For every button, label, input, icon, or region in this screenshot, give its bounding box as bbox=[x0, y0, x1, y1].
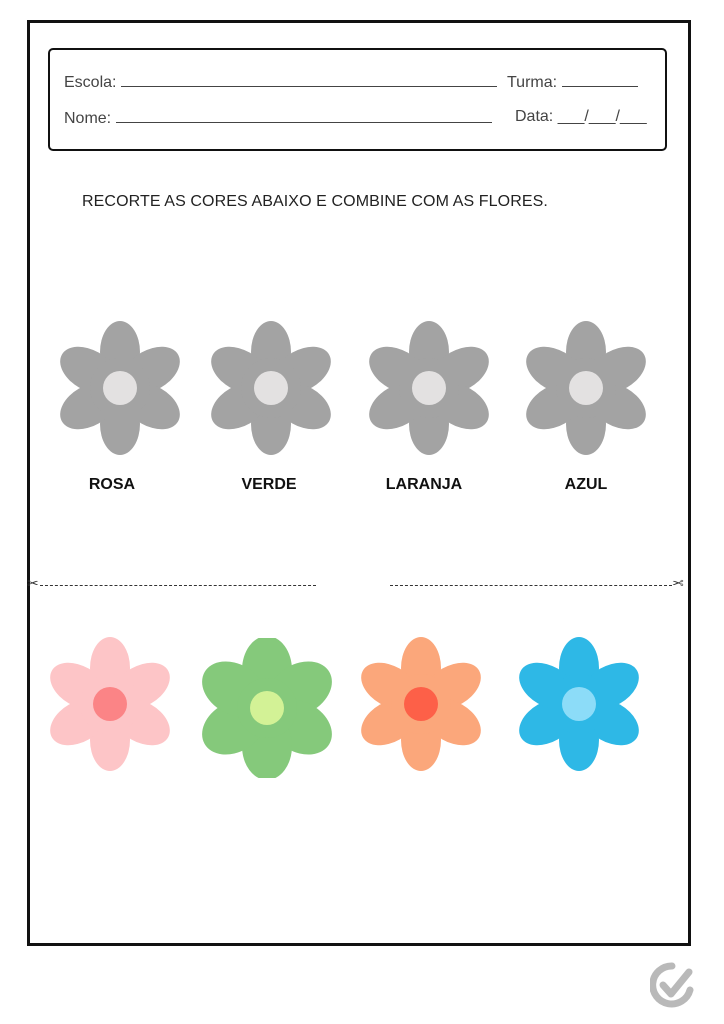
scissors-icon: ✂ bbox=[672, 575, 684, 591]
name-line[interactable] bbox=[116, 108, 492, 123]
flower-center bbox=[93, 687, 127, 721]
flower-center bbox=[562, 687, 596, 721]
label-rosa: ROSA bbox=[88, 476, 136, 493]
gray-flower-3 bbox=[367, 320, 491, 456]
instruction-text: RECORTE AS CORES ABAIXO E COMBINE COM AS FLORES. bbox=[82, 193, 548, 210]
school-label: Escola: bbox=[64, 74, 117, 91]
date-label: Data: ___/___/___ bbox=[515, 108, 647, 125]
class-field bbox=[507, 72, 638, 92]
date-field bbox=[515, 108, 647, 126]
flower-center bbox=[404, 687, 438, 721]
flower-center bbox=[250, 691, 284, 725]
gray-flower-2 bbox=[209, 320, 333, 456]
school-field bbox=[64, 72, 497, 92]
class-line[interactable] bbox=[562, 72, 638, 87]
cut-line-left bbox=[40, 585, 316, 586]
label-laranja: LARANJA bbox=[385, 476, 463, 493]
gray-flower-4 bbox=[524, 320, 648, 456]
checkmark-logo-icon bbox=[650, 962, 694, 1008]
label-verde: VERDE bbox=[241, 476, 297, 493]
header-box bbox=[48, 48, 667, 151]
green-flower[interactable] bbox=[198, 638, 336, 778]
class-label: Turma: bbox=[507, 74, 558, 91]
scissors-icon: ✂ bbox=[27, 575, 39, 591]
school-line[interactable] bbox=[121, 72, 497, 87]
flower-center bbox=[254, 371, 288, 405]
blue-flower[interactable] bbox=[517, 636, 641, 772]
pink-flower[interactable] bbox=[48, 636, 172, 772]
gray-flower-1 bbox=[58, 320, 182, 456]
orange-flower[interactable] bbox=[359, 636, 483, 772]
cut-line-right bbox=[390, 585, 672, 586]
name-label: Nome: bbox=[64, 110, 112, 127]
flower-center bbox=[569, 371, 603, 405]
flower-center bbox=[412, 371, 446, 405]
flower-center bbox=[103, 371, 137, 405]
name-field bbox=[64, 108, 492, 128]
label-azul: AZUL bbox=[564, 476, 608, 493]
